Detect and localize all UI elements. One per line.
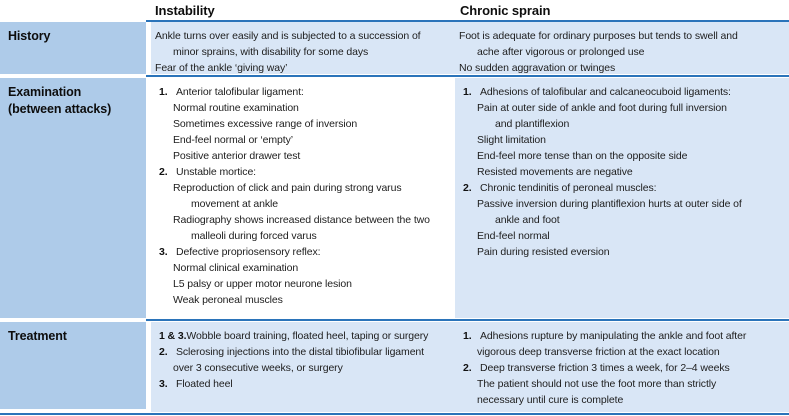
instability-cell — [151, 22, 455, 74]
line-text: Sometimes excessive range of inversion — [173, 118, 358, 130]
text-line — [151, 100, 455, 116]
line-text: Deep transverse friction 3 times a week, for 2–4 weeks — [480, 362, 730, 374]
line-text: ache after vigorous or prolonged use — [477, 46, 645, 58]
item-number: 2. — [463, 182, 472, 194]
table-row — [0, 322, 789, 412]
row-label-line: (between attacks) — [8, 102, 112, 116]
text-line — [151, 212, 455, 228]
text-line — [455, 392, 789, 408]
text-line — [455, 228, 789, 244]
line-text: Reproduction of click and pain during strong varus — [173, 182, 402, 194]
bottom-rule — [0, 413, 789, 415]
line-text: Foot is adequate for ordinary purposes but tends to swell and — [459, 30, 738, 42]
table-header-row — [0, 0, 789, 20]
text-line — [455, 28, 789, 44]
text-line — [455, 84, 789, 100]
text-line — [151, 292, 455, 308]
line-text: Normal routine examination — [173, 102, 299, 114]
line-text: End-feel more tense than on the opposite side — [477, 150, 688, 162]
line-text: movement at ankle — [191, 198, 279, 210]
text-line — [151, 376, 455, 392]
line-text: Adhesions of talofibular and calcaneocuboid ligaments: — [480, 86, 731, 98]
line-text: Pain during resisted eversion — [477, 246, 610, 258]
line-text: Normal clinical examination — [173, 262, 299, 274]
line-text: Radiography shows increased distance between the two — [173, 214, 430, 226]
line-text: malleoli during forced varus — [191, 230, 317, 242]
text-line — [151, 260, 455, 276]
item-number: 3. — [159, 246, 168, 258]
line-text: Unstable mortice: — [176, 166, 256, 178]
text-line — [455, 100, 789, 116]
text-line — [151, 28, 455, 44]
item-number: 1 & 3. — [159, 330, 187, 342]
line-text: Chronic tendinitis of peroneal muscles: — [480, 182, 657, 194]
line-text: Slight limitation — [477, 134, 546, 146]
line-text: Sclerosing injections into the distal tibiofibular ligament — [176, 346, 424, 358]
text-line — [455, 212, 789, 228]
column-header-chronic-sprain: Chronic sprain — [460, 3, 551, 18]
row-divider-rule — [146, 319, 789, 321]
text-line — [151, 244, 455, 260]
text-line — [455, 376, 789, 392]
text-line — [151, 344, 455, 360]
text-line — [455, 60, 789, 76]
text-line — [455, 44, 789, 60]
line-text: Fear of the ankle ‘giving way’ — [155, 62, 288, 74]
line-text: Defective propriosensory reflex: — [176, 246, 321, 258]
instability-cell — [151, 322, 455, 412]
text-line — [151, 164, 455, 180]
item-number: 2. — [159, 166, 168, 178]
text-line — [151, 132, 455, 148]
text-line — [455, 196, 789, 212]
line-text: vigorous deep transverse friction at the exact location — [477, 346, 720, 358]
line-text: Pain at outer side of ankle and foot during full inversion — [477, 102, 727, 114]
column-header-instability: Instability — [155, 3, 215, 18]
item-number: 3. — [159, 378, 168, 390]
text-line — [455, 116, 789, 132]
line-text: Floated heel — [176, 378, 233, 390]
item-number: 2. — [159, 346, 168, 358]
text-line — [455, 164, 789, 180]
line-text: Weak peroneal muscles — [173, 294, 283, 306]
text-line — [151, 196, 455, 212]
item-number: 1. — [463, 330, 472, 342]
chronic-sprain-cell — [455, 22, 789, 74]
item-number: 2. — [463, 362, 472, 374]
text-line — [455, 148, 789, 164]
text-line — [151, 148, 455, 164]
line-text: over 3 consecutive weeks, or surgery — [173, 362, 343, 374]
line-text: Passive inversion during plantiflexion hurts at outer side of — [477, 198, 742, 210]
text-line — [151, 44, 455, 60]
line-text: necessary until cure is complete — [477, 394, 624, 406]
text-line — [151, 84, 455, 100]
table-row — [0, 22, 789, 74]
line-text: Resisted movements are negative — [477, 166, 633, 178]
line-text: The patient should not use the foot more than strictly — [477, 378, 717, 390]
chronic-sprain-cell — [455, 78, 789, 318]
line-text: Wobble board training, floated heel, taping or surgery — [186, 330, 429, 342]
text-line — [455, 244, 789, 260]
text-line — [151, 360, 455, 376]
line-text: End-feel normal — [477, 230, 550, 242]
line-text: ankle and foot — [495, 214, 560, 226]
text-line — [455, 132, 789, 148]
line-text: Anterior talofibular ligament: — [176, 86, 304, 98]
item-number: 1. — [463, 86, 472, 98]
line-text: Adhesions rupture by manipulating the ankle and foot after — [480, 330, 747, 342]
text-line — [455, 360, 789, 376]
line-text: L5 palsy or upper motor neurone lesion — [173, 278, 352, 290]
text-line — [151, 228, 455, 244]
line-text: No sudden aggravation or twinges — [459, 62, 616, 74]
row-label — [0, 78, 146, 318]
text-line — [455, 328, 789, 344]
line-text: and plantiflexion — [495, 118, 570, 130]
text-line — [151, 180, 455, 196]
line-text: Positive anterior drawer test — [173, 150, 301, 162]
instability-cell — [151, 78, 455, 318]
row-label-line: Treatment — [8, 329, 67, 343]
text-line — [151, 60, 455, 76]
table-row — [0, 78, 789, 318]
text-line — [151, 276, 455, 292]
table-body — [0, 22, 789, 412]
row-label — [0, 22, 146, 74]
line-text: minor sprains, with disability for some days — [173, 46, 369, 58]
row-label-line: Examination — [8, 85, 82, 99]
text-line — [151, 116, 455, 132]
header-corner-spacer — [0, 0, 151, 20]
chronic-sprain-cell — [455, 322, 789, 412]
text-line — [151, 328, 455, 344]
line-text: End-feel normal or ‘empty’ — [173, 134, 293, 146]
text-line — [455, 180, 789, 196]
text-line — [455, 344, 789, 360]
item-number: 1. — [159, 86, 168, 98]
row-label-line: History — [8, 29, 51, 43]
row-label — [0, 322, 146, 409]
line-text: Ankle turns over easily and is subjected to a succession of — [155, 30, 421, 42]
